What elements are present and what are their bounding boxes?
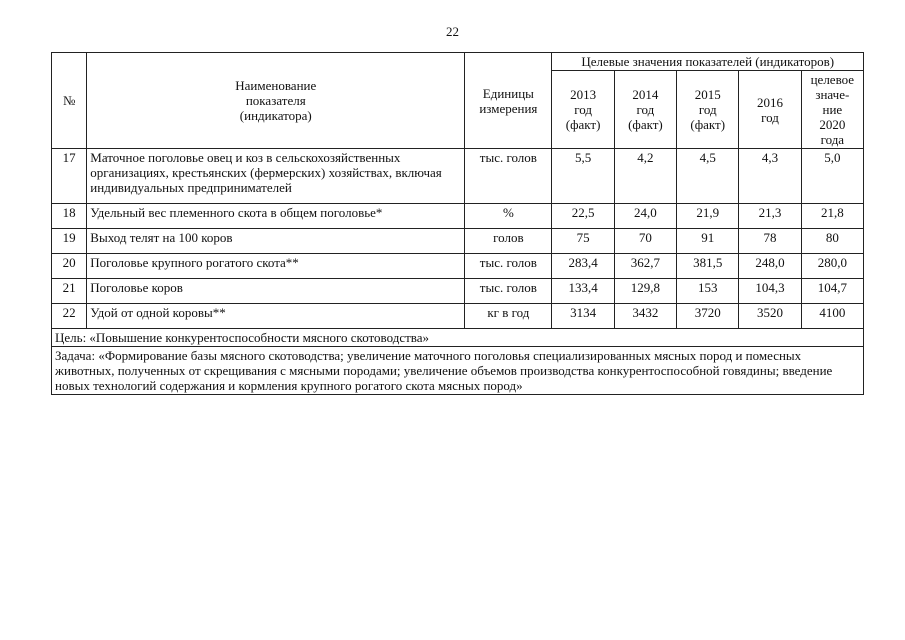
indicator-name: Маточное поголовье овец и коз в сельскохозяйственных организациях, крестьянских (фермерских) хозяйствах, включая индивидуальных предпринимателей (87, 149, 465, 204)
row-number: 22 (52, 304, 87, 329)
value-2013: 22,5 (552, 204, 614, 229)
header-year-2016: 2016 год (739, 71, 801, 149)
row-number: 17 (52, 149, 87, 204)
table-row (52, 204, 864, 229)
value-2015: 381,5 (677, 254, 739, 279)
task-row (52, 347, 864, 395)
value-2013: 133,4 (552, 279, 614, 304)
table-row (52, 149, 864, 204)
value-2014: 70 (614, 229, 676, 254)
table-row (52, 254, 864, 279)
header-year-2014: 2014 год (факт) (614, 71, 676, 149)
indicator-name: Удой от одной коровы** (87, 304, 465, 329)
task-text: Задача: «Формирование базы мясного скотоводства; увеличение маточного поголовья специализированных мясных пород и помесных животных, полученных от скрещивания с мясными породами; увеличение объемов производства конкурентоспособной говядины; введение новых технологий содержания и кормления крупного рогатого скота мясных пород» (52, 347, 864, 395)
unit: тыс. голов (465, 279, 552, 304)
value-2015: 3720 (677, 304, 739, 329)
indicator-name: Поголовье крупного рогатого скота** (87, 254, 465, 279)
header-year-2015: 2015 год (факт) (677, 71, 739, 149)
value-2016: 78 (739, 229, 801, 254)
value-2020: 4100 (801, 304, 863, 329)
row-number: 18 (52, 204, 87, 229)
value-2013: 5,5 (552, 149, 614, 204)
value-2014: 129,8 (614, 279, 676, 304)
value-2016: 104,3 (739, 279, 801, 304)
indicators-table (51, 52, 864, 395)
value-2014: 3432 (614, 304, 676, 329)
value-2020: 5,0 (801, 149, 863, 204)
header-target-values: Целевые значения показателей (индикаторов) (552, 53, 864, 71)
value-2014: 24,0 (614, 204, 676, 229)
indicator-name: Поголовье коров (87, 279, 465, 304)
header-unit: Единицы измерения (465, 53, 552, 149)
value-2020: 80 (801, 229, 863, 254)
unit: кг в год (465, 304, 552, 329)
table-row (52, 229, 864, 254)
value-2015: 91 (677, 229, 739, 254)
indicator-name: Удельный вес племенного скота в общем поголовье* (87, 204, 465, 229)
value-2013: 283,4 (552, 254, 614, 279)
unit: тыс. голов (465, 254, 552, 279)
header-num: № (52, 53, 87, 149)
row-number: 20 (52, 254, 87, 279)
header-row-top (52, 53, 864, 71)
header-name: Наименование показателя (индикатора) (87, 53, 465, 149)
row-number: 19 (52, 229, 87, 254)
value-2014: 362,7 (614, 254, 676, 279)
value-2020: 21,8 (801, 204, 863, 229)
page-number: 22 (446, 24, 459, 39)
header-target-2020: целевое значе- ние 2020 года (801, 71, 863, 149)
value-2016: 21,3 (739, 204, 801, 229)
value-2013: 75 (552, 229, 614, 254)
unit: голов (465, 229, 552, 254)
value-2015: 153 (677, 279, 739, 304)
unit: % (465, 204, 552, 229)
value-2016: 4,3 (739, 149, 801, 204)
value-2020: 280,0 (801, 254, 863, 279)
goal-text: Цель: «Повышение конкурентоспособности мясного скотоводства» (52, 329, 864, 347)
indicator-name: Выход телят на 100 коров (87, 229, 465, 254)
table-row (52, 279, 864, 304)
value-2013: 3134 (552, 304, 614, 329)
row-number: 21 (52, 279, 87, 304)
header-year-2013: 2013 год (факт) (552, 71, 614, 149)
goal-row (52, 329, 864, 347)
unit: тыс. голов (465, 149, 552, 204)
value-2015: 21,9 (677, 204, 739, 229)
value-2016: 248,0 (739, 254, 801, 279)
value-2016: 3520 (739, 304, 801, 329)
value-2015: 4,5 (677, 149, 739, 204)
table-row (52, 304, 864, 329)
value-2014: 4,2 (614, 149, 676, 204)
value-2020: 104,7 (801, 279, 863, 304)
